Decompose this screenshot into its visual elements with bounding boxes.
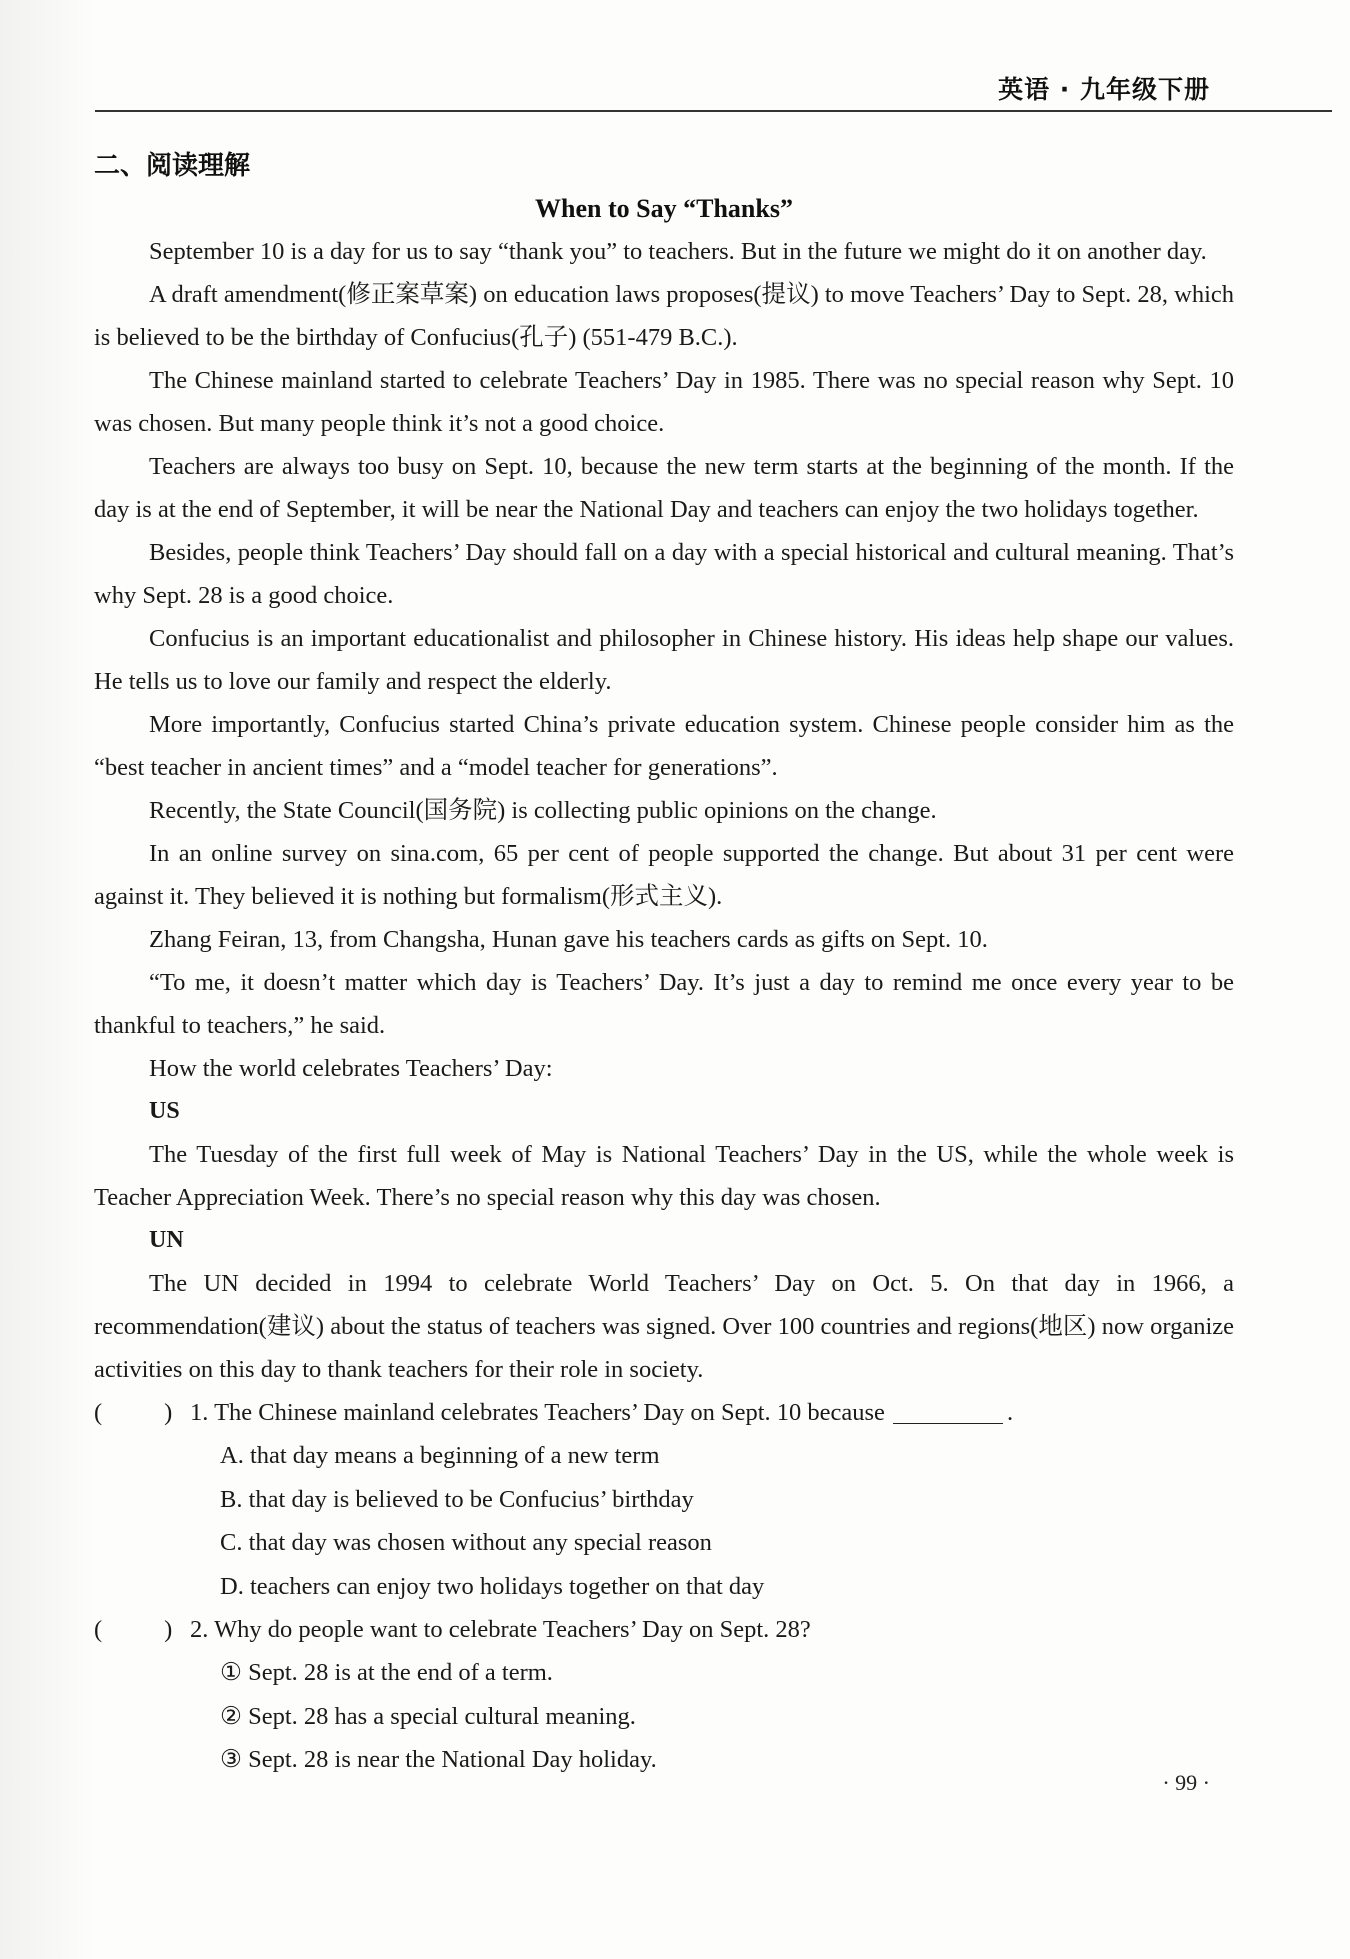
- content-area: [94, 145, 1234, 1782]
- section-heading: 二、阅读理解: [94, 151, 251, 181]
- passage-title: When to Say “Thanks”: [535, 194, 793, 223]
- un-subheading: UN: [149, 1227, 184, 1253]
- question-number: 2.: [190, 1616, 209, 1643]
- answer-bracket[interactable]: [94, 1608, 190, 1651]
- us-paragraph: The Tuesday of the first full week of May is National Teachers’ Day in the US, while the whole week is Teacher Appreciation Week. There’s no special reason why this day was chosen.: [94, 1141, 1234, 1211]
- option-d: D. teachers can enjoy two holidays together on that day: [220, 1572, 765, 1600]
- option-3: ③ Sept. 28 is near the National Day holiday.: [220, 1746, 657, 1773]
- passage-paragraph: Besides, people think Teachers’ Day should fall on a day with a special historical and cultural meaning. That’s why Sept. 28 is a good choice.: [94, 539, 1234, 609]
- question-1: [94, 1391, 1234, 1434]
- question-stem-end: .: [1006, 1399, 1014, 1426]
- passage-paragraph: The Chinese mainland started to celebrate Teachers’ Day in 1985. There was no special reason why Sept. 10 was chosen. But many people think it’s not a good choice.: [94, 367, 1234, 437]
- un-paragraph: The UN decided in 1994 to celebrate World Teachers’ Day on Oct. 5. On that day in 1966, a recommendation(建议) about the status of teachers was signed. Over 100 countries and regions(地区) now organize activities on this day to thank teachers for their role in society.: [94, 1270, 1234, 1383]
- answer-bracket-left: (: [94, 1399, 103, 1426]
- question-stem: The Chinese mainland celebrates Teachers’ Day on Sept. 10 because: [214, 1399, 885, 1426]
- page-number: · 99 ·: [1162, 1770, 1210, 1795]
- answer-bracket-right: ): [164, 1399, 173, 1426]
- passage-paragraph: Teachers are always too busy on Sept. 10, because the new term starts at the beginning of the month. If the day is at the end of September, it will be near the National Day and teachers can enjoy the two holidays together.: [94, 453, 1234, 523]
- passage-paragraph: A draft amendment(修正案草案) on education laws proposes(提议) to move Teachers’ Day to Sept. 28, which is believed to be the birthday of Confucius(孔子) (551-479 B.C.).: [94, 281, 1234, 351]
- option-c: C. that day was chosen without any special reason: [220, 1529, 712, 1556]
- answer-blank[interactable]: [893, 1397, 1003, 1424]
- header-rule: [95, 110, 1332, 112]
- option-b: B. that day is believed to be Confucius’ birthday: [220, 1485, 694, 1513]
- passage-paragraph: “To me, it doesn’t matter which day is Teachers’ Day. It’s just a day to remind me once every year to be thankful to teachers,” he said.: [94, 969, 1234, 1039]
- answer-bracket[interactable]: [94, 1391, 190, 1434]
- passage-paragraph: September 10 is a day for us to say “thank you” to teachers. But in the future we might do it on another day.: [149, 238, 1207, 265]
- answer-bracket-right: ): [164, 1616, 173, 1643]
- passage-paragraph: How the world celebrates Teachers’ Day:: [149, 1055, 553, 1082]
- passage-paragraph: In an online survey on sina.com, 65 per cent of people supported the change. But about 31 per cent were against it. They believed it is nothing but formalism(形式主义).: [94, 840, 1234, 910]
- passage-paragraph: Recently, the State Council(国务院) is collecting public opinions on the change.: [149, 797, 937, 824]
- header-title: 英语 · 九年级下册: [998, 75, 1210, 104]
- option-1: ① Sept. 28 is at the end of a term.: [220, 1659, 553, 1686]
- option-a: A. that day means a beginning of a new term: [220, 1442, 660, 1469]
- question-stem: Why do people want to celebrate Teachers’ Day on Sept. 28?: [214, 1616, 811, 1643]
- binding-shadow: [0, 0, 96, 1959]
- us-subheading: US: [149, 1098, 180, 1124]
- passage-paragraph: Confucius is an important educationalist and philosopher in Chinese history. His ideas help shape our values. He tells us to love our family and respect the elderly.: [94, 625, 1234, 695]
- answer-bracket-left: (: [94, 1616, 103, 1643]
- option-2: ② Sept. 28 has a special cultural meaning.: [220, 1702, 636, 1730]
- question-number: 1.: [190, 1399, 209, 1426]
- passage-paragraph: Zhang Feiran, 13, from Changsha, Hunan gave his teachers cards as gifts on Sept. 10.: [149, 926, 988, 953]
- question-2: [94, 1608, 1234, 1651]
- passage-paragraph: More importantly, Confucius started China’s private education system. Chinese people consider him as the “best teacher in ancient times” and a “model teacher for generations”.: [94, 711, 1234, 781]
